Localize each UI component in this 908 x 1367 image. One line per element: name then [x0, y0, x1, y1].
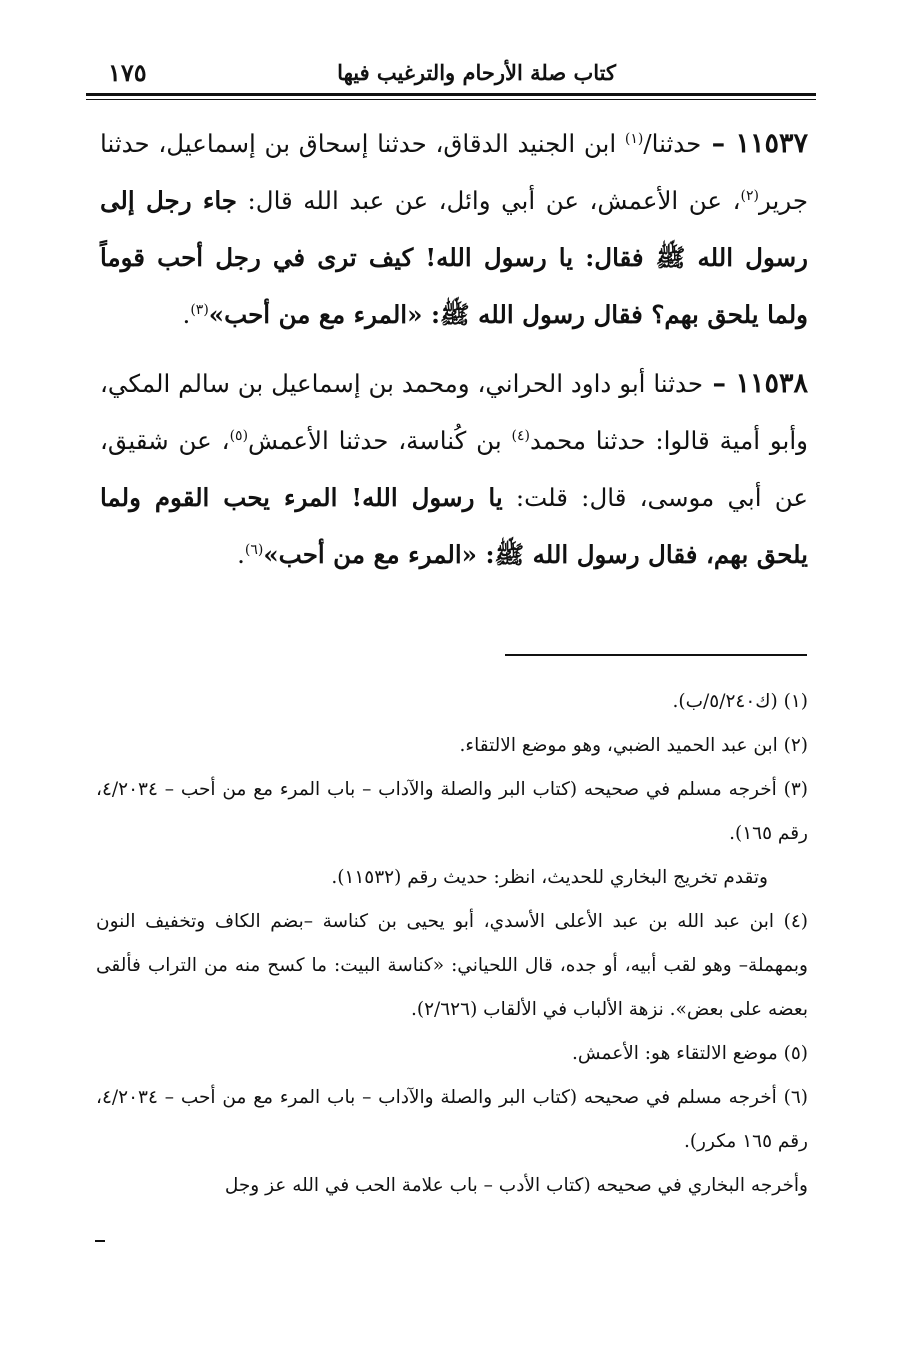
footnote-4: (٤) ابن عبد الله بن عبد الأعلى الأسدي، أبو يحيى بن كناسة –بضم الكاف وتخفيف النون وبمهملة– وهو لقب أبيه، أو جده، قال اللحياني: «كناسة البيت: ما كسح منه من التراب فألقى بعضه على بعض». نزهة الألباب في الألقاب (٢/٦٢٦).	[96, 911, 808, 1020]
running-header	[86, 58, 816, 92]
footnote-3: (٣) أخرجه مسلم في صحيحه (كتاب البر والصلة والآداب – باب المرء مع من أحب – ٤/٢٠٣٤، رقم ١٦٥).	[96, 779, 808, 844]
hadith-entry	[100, 115, 808, 343]
header-rule-thin	[86, 99, 816, 100]
footnote-2: (٢) ابن عبد الحميد الضبي، وهو موضع الالتقاء.	[459, 735, 808, 756]
isnad-text: ابن الجنيد الدقاق، حدثنا إسحاق بن إسماعيل، حدثنا جرير	[100, 129, 808, 215]
hadith-dash: –	[703, 368, 736, 399]
main-text	[100, 115, 808, 595]
isnad-text: حدثنا أبو داود الحراني، ومحمد بن إسماعيل بن سالم المكي، وأبو أمية قالوا: حدثنا محمد	[100, 369, 808, 455]
hadith-end: .	[182, 300, 191, 329]
footnote-6: (٦) أخرجه مسلم في صحيحه (كتاب البر والصلة والآداب – باب المرء مع من أحب – ٤/٢٠٣٤، رقم ١٦٥ مكرر).	[96, 1087, 808, 1152]
footnote-6-continuation: وأخرجه البخاري في صحيحه (كتاب الأدب – باب علامة الحب في الله عز وجل	[224, 1175, 808, 1196]
hadith-end: .	[237, 540, 245, 569]
footnote-3-continuation: وتقدم تخريج البخاري للحديث، انظر: حديث رقم (١١٥٣٢).	[331, 867, 768, 888]
matn-text: يا رسول الله! المرء يحب القوم ولما يلحق بهم، فقال رسول الله ﷺ: «المرء مع من أحب»	[100, 483, 808, 569]
isnad-text: ، عن شقيق، عن أبي موسى، قال: قلت:	[100, 426, 808, 512]
footnote-ref: (٣)	[190, 301, 209, 318]
chapter-title: كتاب صلة الأرحام والترغيب فيها	[337, 60, 616, 85]
footnote-ref: (٤)	[511, 427, 530, 444]
header-rule	[86, 93, 816, 96]
footnote-ref: (١)	[624, 130, 644, 147]
hadith-number: ١١٥٣٨	[735, 368, 808, 399]
continuation-mark	[95, 1240, 105, 1242]
isnad-text: بن كُناسة، حدثنا الأعمش	[248, 426, 512, 455]
hadith-number: ١١٥٣٧	[735, 128, 808, 159]
matn-text: جاء رجل إلى رسول الله ﷺ فقال: يا رسول الله! كيف ترى في رجل أحب قوماً ولما يلحق بهم؟ فقال رسول الله ﷺ: «المرء مع من أحب»	[100, 186, 808, 329]
footnote-ref: (٢)	[740, 187, 759, 204]
footnote-ref: (٦)	[244, 541, 264, 558]
page-number: ١٧٥	[108, 58, 147, 87]
footnote-ref: (٥)	[229, 427, 249, 444]
isnad-text: ، عن الأعمش، عن أبي وائل، عن عبد الله قال:	[236, 186, 741, 215]
footnote-1: (١) (ك٥/٢٤٠/ب).	[672, 691, 808, 712]
footnote-5: (٥) موضع الالتقاء هو: الأعمش.	[572, 1043, 808, 1064]
hadith-entry	[100, 355, 808, 583]
hadith-dash: –	[701, 128, 736, 159]
isnad-text: حدثنا/	[643, 129, 702, 158]
footnote-separator	[505, 654, 807, 656]
footnotes	[96, 680, 808, 1208]
